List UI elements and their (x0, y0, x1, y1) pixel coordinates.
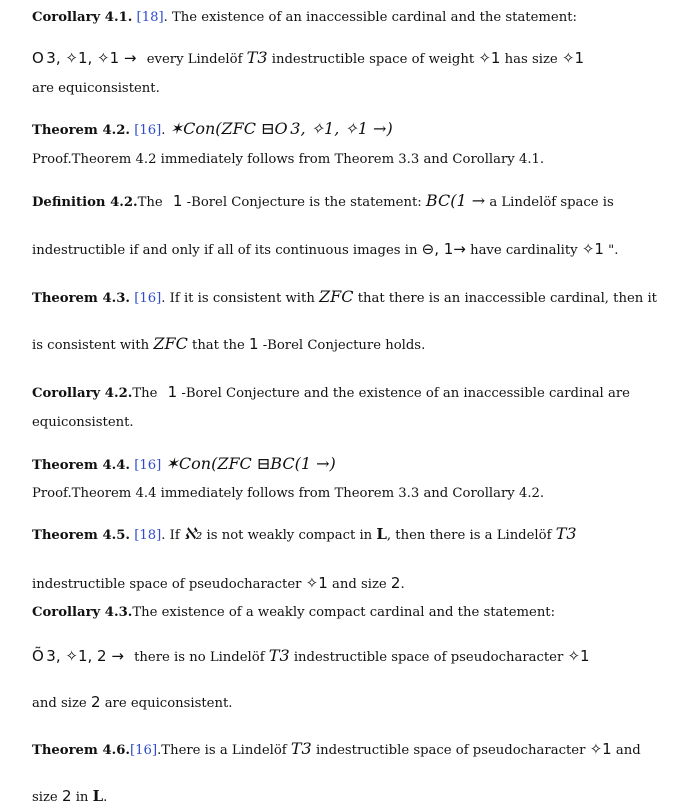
theorem-4-6-text-2: indestructible space of pseudocharacter (315, 743, 586, 758)
corollary-4-3-line-3 (32, 693, 680, 713)
aleph-2-symbol: ℵ₂ (183, 524, 203, 543)
pseudocharacter-symbol: ✧⁠1 (567, 647, 590, 665)
theorem-4-3-label: Theorem 4.3. (32, 291, 131, 306)
corollary-4-3-text-4: and size (32, 696, 87, 711)
constructible-universe-symbol: L (376, 525, 387, 543)
theorem-4-4-line (32, 455, 680, 475)
corollary-4-1-line-1 (32, 9, 680, 27)
pseudocharacter-symbol: ✧⁠1 (589, 740, 612, 758)
corollary-4-3-text-1: The existence of a weakly compact cardinal and the statement: (132, 605, 556, 620)
theorem-4-3-line-2 (32, 335, 680, 355)
theorem-4-6-line-2 (32, 787, 680, 807)
theorem-4-6-text-1: .There is a Lindelöf (157, 743, 287, 758)
corollary-4-2-line-1 (32, 383, 680, 403)
theorem-4-3-text-1: . If it is consistent with (161, 291, 315, 306)
size-symbol: ⁠2 (61, 787, 72, 805)
theorem-4-2-label: Theorem 4.2. (32, 123, 131, 138)
corollary-4-2-line-2 (32, 414, 680, 432)
corollary-4-1-formula: O 3, ✧⁠1, ✧⁠1 → (32, 49, 137, 67)
theorem-4-5-text-6: . (400, 577, 405, 592)
corollary-4-1-line-2 (32, 49, 680, 69)
theorem-4-3-text-4: that the (192, 338, 245, 353)
t3-symbol: T3 (268, 646, 290, 665)
constructible-universe-symbol: L (92, 787, 104, 805)
theorem-4-6-text-4: size (32, 790, 58, 805)
theorem-4-5-line-1 (32, 525, 680, 545)
t3-symbol: T3 (246, 48, 268, 67)
corollary-4-1-text-b: every Lindelöf (146, 52, 243, 67)
interval-formula: ⊖, 1→ (421, 240, 466, 258)
definition-4-2-text-1: The (137, 195, 163, 210)
aleph-1-symbol: ⁠1 (248, 335, 259, 353)
definition-4-2-text-3: a Lindelöf space is (489, 195, 614, 210)
theorem-4-2-dot: . (161, 123, 166, 138)
corollary-4-3-label: Corollary 4.3. (32, 605, 133, 620)
theorem-4-5-text-5: and size (331, 577, 387, 592)
size-symbol: ✧⁠1 (561, 49, 585, 67)
size-symbol: ⁠2 (390, 574, 401, 592)
theorem-4-3-text-5: -Borel Conjecture holds. (262, 338, 426, 353)
definition-4-2-text-2: -Borel Conjecture is the statement: (186, 195, 422, 210)
theorem-4-6-text-3: and (615, 743, 641, 758)
corollary-4-3-line-2 (32, 647, 680, 667)
corollary-4-1-line-3 (32, 80, 680, 98)
theorem-4-5-text-3: , then there is a Lindelöf (386, 528, 552, 543)
corollary-4-3-text-2: there is no Lindelöf (134, 650, 265, 665)
definition-4-2-line-1 (32, 192, 680, 212)
theorem-4-2-line (32, 120, 680, 140)
corollary-4-2-text-3: equiconsistent. (32, 415, 134, 430)
definition-4-2-text-5: have cardinality (470, 243, 578, 258)
citation-16[interactable]: [16] (130, 743, 158, 758)
proof-4-4: Proof.Theorem 4.4 immediately follows from Theorem 3.3 and Corollary 4.2. (32, 486, 545, 501)
citation-16[interactable]: [16] (134, 458, 162, 473)
theorem-4-5-text-4: indestructible space of pseudocharacter (32, 577, 302, 592)
corollary-4-1-text-d: has size (504, 52, 558, 67)
t3-symbol: T3 (555, 524, 577, 543)
corollary-4-1-text-e: are equiconsistent. (32, 81, 160, 96)
corollary-4-3-text-3: indestructible space of pseudocharacter (293, 650, 564, 665)
theorem-4-4-label: Theorem 4.4. (32, 458, 131, 473)
theorem-4-3-text-2: that there is an inaccessible cardinal, then it (357, 291, 657, 306)
theorem-4-6-text-6: . (103, 790, 108, 805)
corollary-4-2-text-2: -Borel Conjecture and the existence of an inaccessible cardinal are (181, 386, 630, 401)
theorem-4-4-formula: ✶Con(ZFC ⊟BC(⁠1 →) (165, 454, 336, 473)
definition-4-2-line-2 (32, 240, 680, 260)
theorem-4-2-formula: ✶Con(ZFC ⊟O 3, ✧⁠1, ✧⁠1 →) (169, 119, 393, 138)
theorem-4-3-text-3: is consistent with (32, 338, 150, 353)
zfc-symbol: ZFC (319, 287, 354, 306)
citation-16[interactable]: [16] (134, 123, 162, 138)
citation-18[interactable]: [18] (134, 528, 162, 543)
corollary-4-1-text: . The existence of an inaccessible cardinal and the statement: (163, 10, 577, 25)
weight-symbol: ✧⁠1 (478, 49, 501, 67)
theorem-4-6-label: Theorem 4.6. (32, 743, 131, 758)
theorem-4-5-text-1: . If (161, 528, 180, 543)
pseudocharacter-symbol: ✧⁠1 (305, 574, 328, 592)
corollary-4-2-text-1: The (132, 386, 158, 401)
corollary-4-3-formula: Õ 3, ✧⁠1, ⁠2 → (32, 647, 124, 665)
corollary-4-1-text-c: indestructible space of weight (271, 52, 475, 67)
size-symbol: ⁠2 (90, 693, 101, 711)
definition-4-2-label: Definition 4.2. (32, 195, 138, 210)
theorem-4-5-line-2 (32, 574, 680, 594)
t3-symbol: T3 (290, 739, 312, 758)
theorem-4-3-line-1 (32, 288, 680, 308)
theorem-4-5-text-2: is not weakly compact in (206, 528, 373, 543)
proof-4-2: Proof.Theorem 4.2 immediately follows from Theorem 3.3 and Corollary 4.1. (32, 152, 545, 167)
theorem-4-6-text-5: in (75, 790, 89, 805)
cardinality-symbol: ✧⁠1 (581, 240, 604, 258)
corollary-4-1-label: Corollary 4.1. (32, 10, 133, 25)
definition-4-2-text-4: indestructible if and only if all of its continuous images in (32, 243, 418, 258)
borel-conjecture-formula: BC(⁠1 → (425, 191, 486, 210)
theorem-4-6-line-1 (32, 740, 680, 760)
citation-18[interactable]: [18] (136, 10, 164, 25)
corollary-4-3-line-1 (32, 604, 680, 622)
definition-4-2-text-6: ". (608, 243, 619, 258)
citation-16[interactable]: [16] (134, 291, 162, 306)
corollary-4-3-text-5: are equiconsistent. (104, 696, 233, 711)
theorem-4-5-label: Theorem 4.5. (32, 528, 131, 543)
corollary-4-2-label: Corollary 4.2. (32, 386, 133, 401)
aleph-1-symbol: ⁠1 (167, 383, 178, 401)
zfc-symbol: ZFC (153, 334, 188, 353)
aleph-1-symbol: ⁠1 (172, 192, 183, 210)
